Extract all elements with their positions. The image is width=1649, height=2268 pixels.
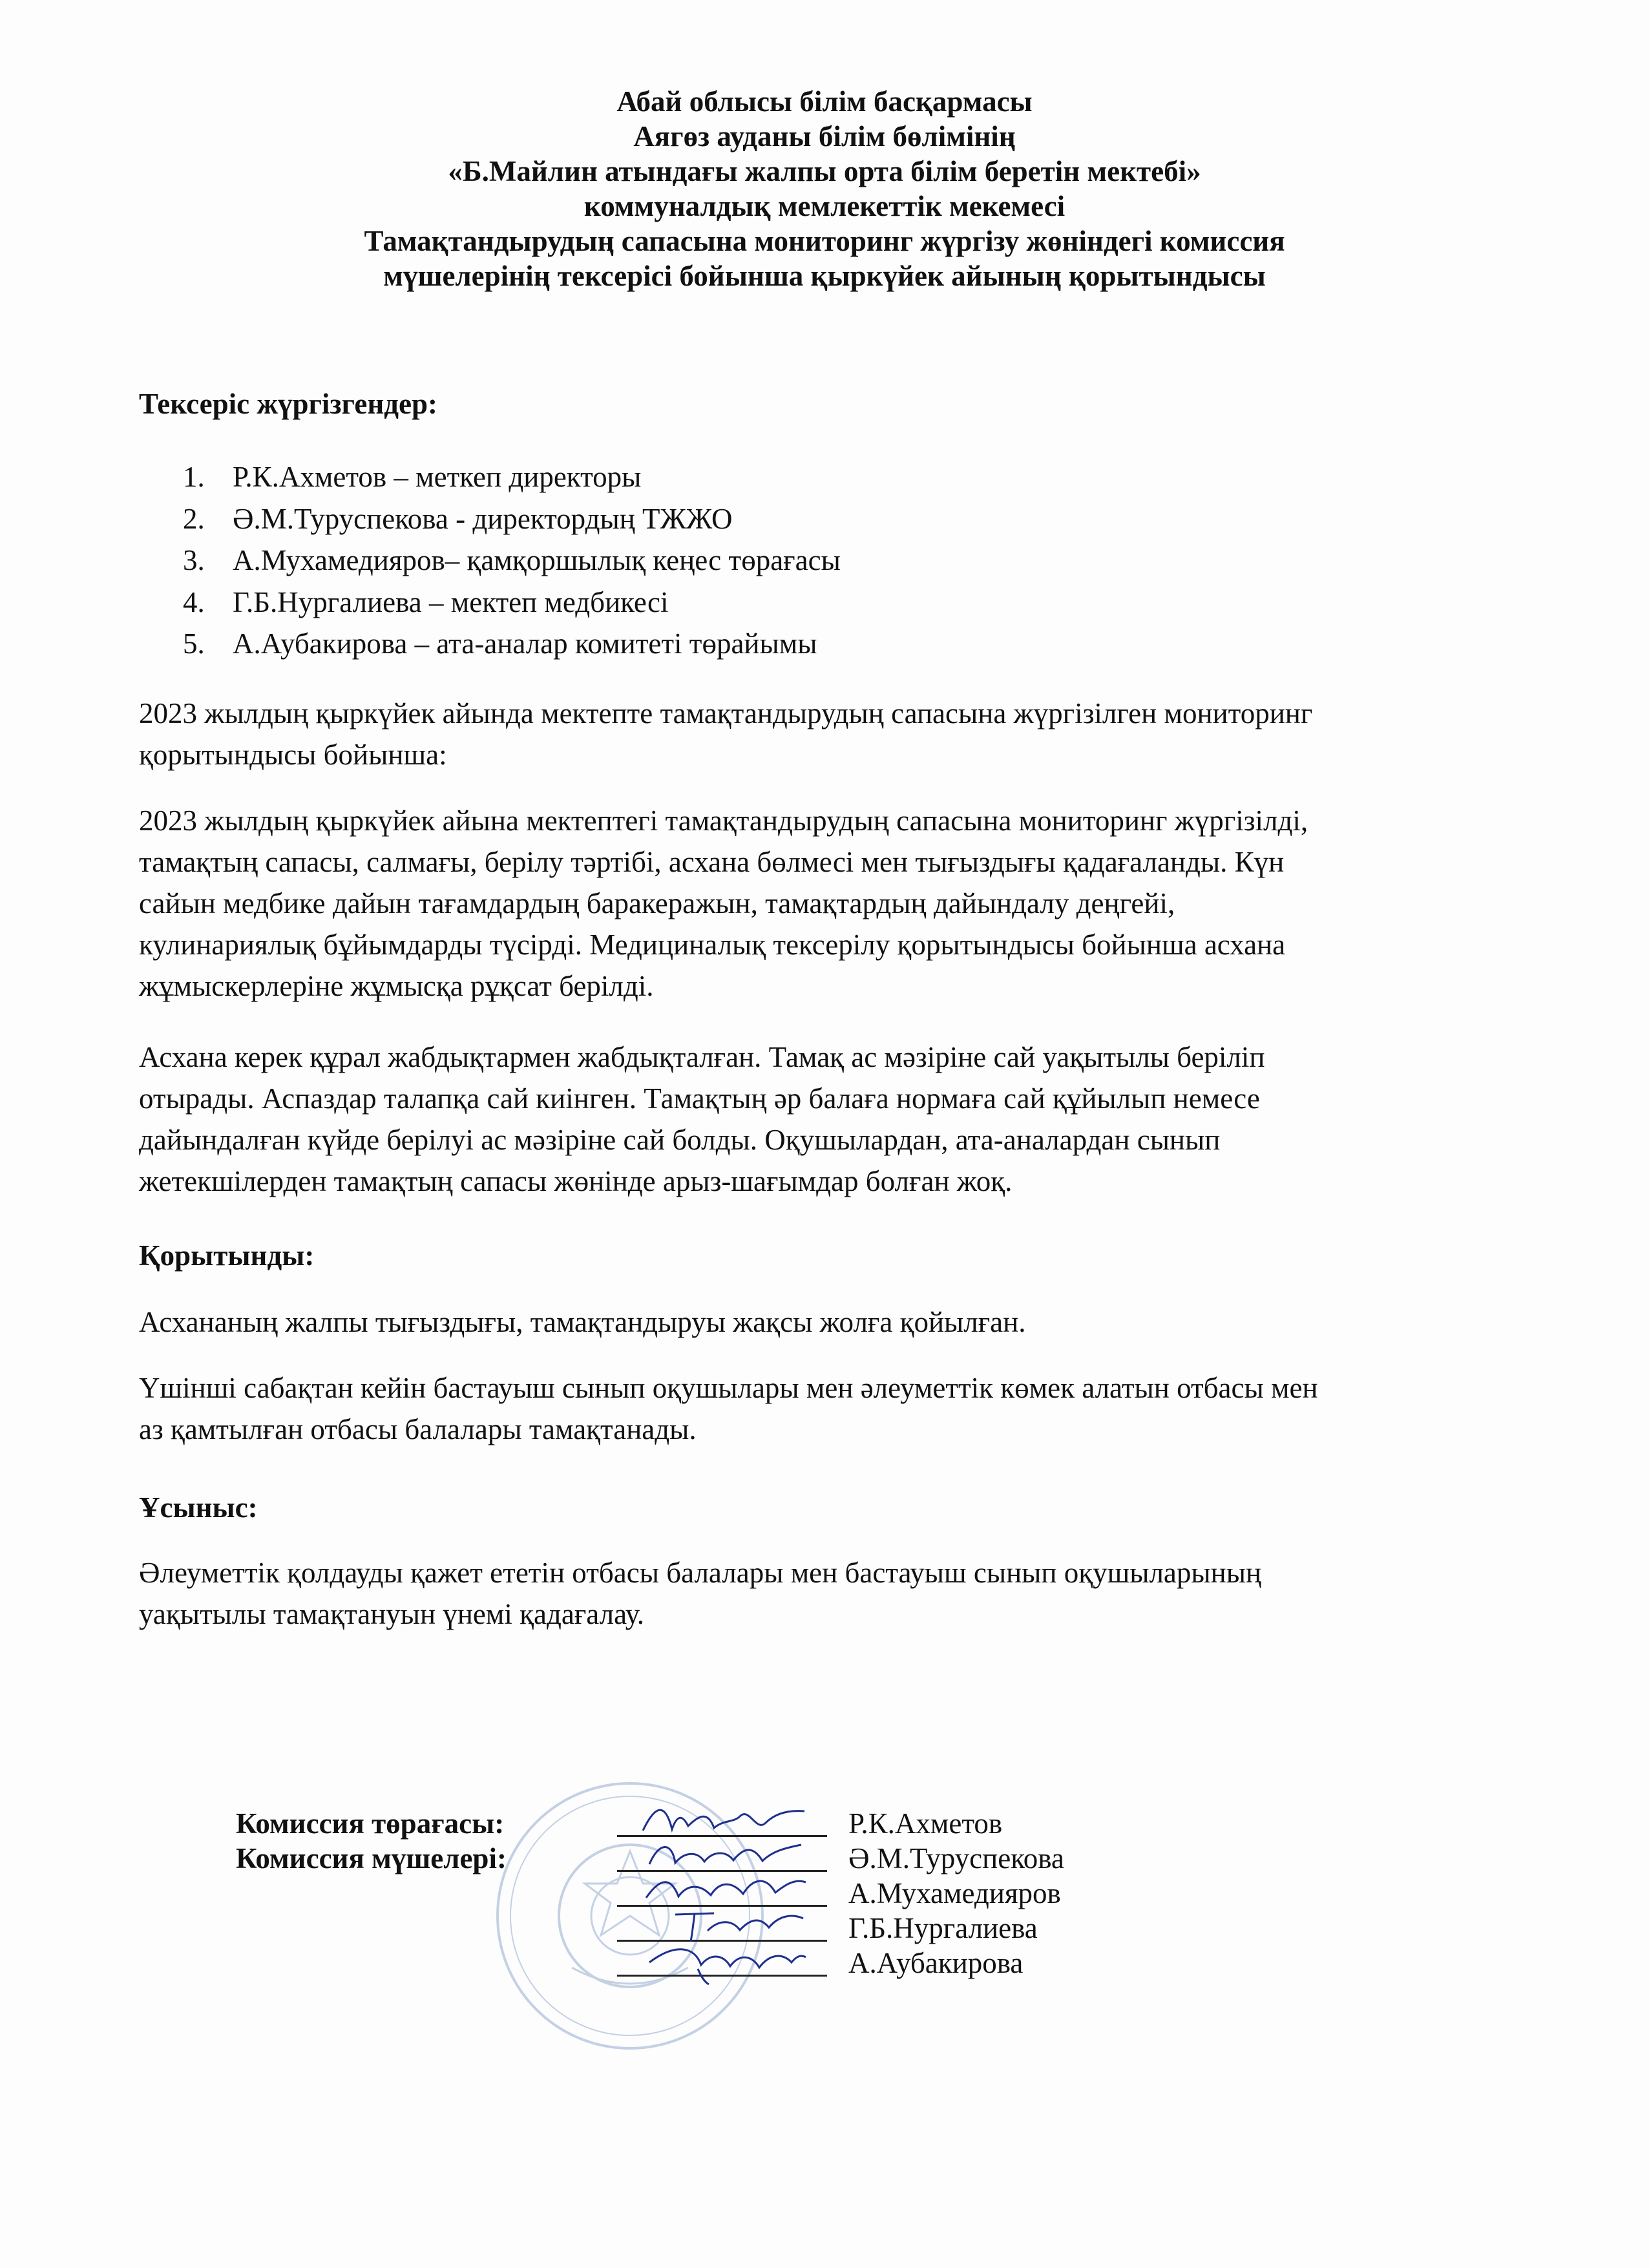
header-line-institution: коммуналдық мемлекеттік мекемесі [583,190,1066,222]
list-number: 3. [183,544,205,576]
paragraph-line: отырады. Аспаздар талапқа сай киінген. Тамақтың әр балаға нормаға сай құйылып немесе [139,1082,1260,1115]
signature-names [848,1806,1064,1980]
paragraph-line: жетекшілерден тамақтың сапасы жөнінде арыз-шағымдар болған жоқ. [139,1165,1013,1197]
paragraph-line: тамақтың сапасы, салмағы, берілу тәртібі, асхана бөлмесі мен тығыздығы қадағаланды. Күн [139,846,1285,878]
list-text: Ә.М.Туруспекова - директордың ТЖЖО [233,502,733,535]
paragraph-line: 2023 жылдың қыркүйек айына мектептегі тамақтандырудың сапасына мониторинг жүргізілді, [139,804,1308,837]
paragraph-line: 2023 жылдың қыркүйек айында мектепте тамақтандырудың сапасына жүргізілген мониторинг [139,697,1313,730]
conclusion-paragraph-1 [139,1301,1522,1343]
list-item [183,498,841,540]
signatory-name: А.Мухамедияров [848,1877,1061,1909]
list-number: 2. [183,502,205,535]
signature-lines [617,1806,827,1980]
canteen-paragraph [139,1036,1522,1202]
document-header [0,84,1649,293]
paragraph-line: аз қамтылған отбасы балалары тамақтанады. [139,1413,697,1445]
paragraph-line: жұмыскерлеріне жұмысқа рұқсат берілді. [139,970,654,1002]
signature-labels [236,1806,507,1876]
list-text: Г.Б.Нургалиева – мектеп медбикесі [233,585,669,618]
list-text: Р.К.Ахметов – меткеп директоры [233,461,642,493]
signatory-name: Р.К.Ахметов [848,1807,1003,1840]
paragraph-line: сайын медбике дайын тағамдардың баракеражын, тамақтардың дайындалу деңгейі, [139,887,1175,919]
handwritten-signature-icon [636,1937,811,1986]
signature-line-5 [617,1946,827,1980]
list-item [183,582,841,624]
header-line-school: «Б.Майлин атындағы жалпы орта білім беретін мектебі» [448,155,1201,187]
header-line-subject: мүшелерінің тексерісі бойынша қыркүйек айының қорытындысы [383,260,1266,292]
paragraph-line: кулинариялық бұйымдарды түсірді. Медициналық тексерілу қорытындысы бойынша асхана [139,929,1286,961]
list-text: А.Мухамедияров– қамқоршылық кеңес төрағасы [233,544,841,576]
paragraph-line: қорытындысы бойынша: [139,739,447,771]
proposal-paragraph [139,1552,1522,1635]
conclusion-title: Қорытынды: [139,1239,315,1272]
paragraph-line: дайындалған күйде берілуі ас мәзіріне сай болды. Оқушылардан, ата-аналардан сынып [139,1124,1221,1156]
paragraph-line: Әлеуметтік қолдауды қажет ететін отбасы балалары мен бастауыш сынып оқушыларының [139,1557,1262,1589]
paragraph-line: Асхананың жалпы тығыздығы, тамақтандыруы жақсы жолға қойылған. [139,1306,1026,1338]
signatory-name: А.Аубакирова [848,1947,1024,1979]
paragraph-line: Үшінші сабақтан кейін бастауыш сынып оқушылары мен әлеуметтік көмек алатын отбасы мен [139,1372,1318,1404]
intro-paragraph [139,693,1522,775]
list-text: А.Аубакирова – ата-аналар комитеті төрайымы [233,627,817,660]
list-item [183,540,841,582]
header-line-region: Абай облысы білім басқармасы [616,85,1033,118]
list-number: 4. [183,585,205,618]
inspectors-list [183,456,841,665]
proposal-title: Ұсыныс: [139,1491,258,1524]
list-number: 5. [183,627,205,660]
list-item [183,623,841,665]
inspectors-title: Тексеріс жүргізгендер: [139,388,437,420]
header-line-commission: Тамақтандырудың сапасына мониторинг жүргізу жөніндегі комиссия [364,225,1285,257]
commission-chair-label: Комиссия төрағасы: [236,1807,505,1840]
list-number: 1. [183,461,205,493]
signatory-name: Г.Б.Нургалиева [848,1912,1038,1944]
paragraph-line: Асхана керек құрал жабдықтармен жабдықталған. Тамақ ас мәзіріне сай уақытылы беріліп [139,1041,1265,1073]
header-line-district: Аягөз ауданы білім бөлімінің [633,120,1016,152]
commission-members-label: Комиссия мүшелері: [236,1842,507,1874]
conclusion-paragraph-2 [139,1367,1522,1450]
monitoring-paragraph [139,800,1522,1007]
signatory-name: Ә.М.Туруспекова [848,1842,1064,1874]
list-item [183,456,841,498]
paragraph-line: уақытылы тамақтануын үнемі қадағалау. [139,1598,645,1630]
